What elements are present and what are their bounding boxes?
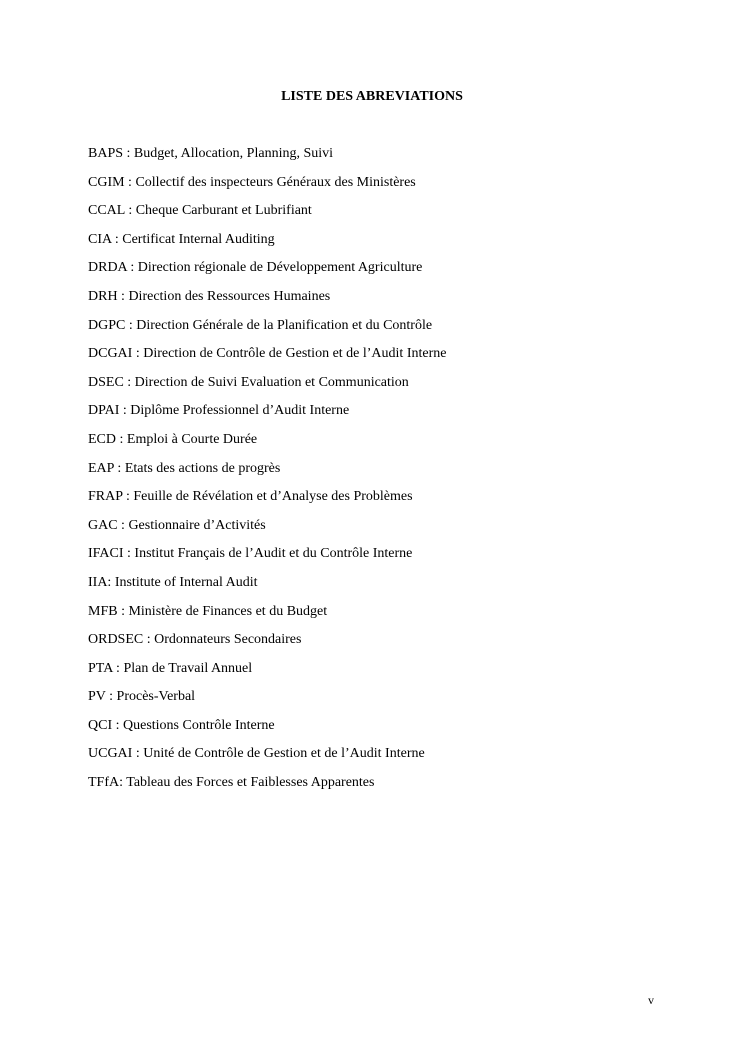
abbreviation-item: IFACI : Institut Français de l’Audit et du Contrôle Interne (88, 546, 413, 562)
abbreviation-item: CGIM : Collectif des inspecteurs Généraux des Ministères (88, 174, 416, 190)
abbreviation-item: BAPS : Budget, Allocation, Planning, Suivi (88, 146, 334, 161)
abbreviation-item: DGPC : Direction Générale de la Planification et du Contrôle (88, 317, 433, 333)
abbreviation-item: IIA: Institute of Internal Audit (88, 574, 258, 590)
abbreviation-item: CIA : Certificat Internal Auditing (88, 231, 275, 247)
abbreviation-item: QCI : Questions Contrôle Interne (88, 717, 275, 733)
abbreviation-item: UCGAI : Unité de Contrôle de Gestion et de l’Audit Interne (88, 746, 425, 762)
abbreviation-item: DRH : Direction des Ressources Humaines (88, 288, 331, 304)
abbreviation-item: ORDSEC : Ordonnateurs Secondaires (88, 632, 302, 648)
abbreviation-item: DPAI : Diplôme Professionnel d’Audit Interne (88, 403, 350, 419)
abbreviation-item: ECD : Emploi à Courte Durée (88, 431, 258, 447)
abbreviation-item: TFfA: Tableau des Forces et Faiblesses Apparentes (88, 775, 375, 791)
abbreviation-item: EAP : Etats des actions de progrès (88, 460, 281, 476)
abbreviation-item: DRDA : Direction régionale de Développement Agriculture (88, 260, 423, 276)
page-number: v (648, 993, 654, 1007)
abbreviation-item: DSEC : Direction de Suivi Evaluation et Communication (88, 374, 409, 390)
abbreviation-item: DCGAI : Direction de Contrôle de Gestion et de l’Audit Interne (88, 346, 447, 362)
abbreviation-list (88, 144, 688, 802)
abbreviation-item: GAC : Gestionnaire d’Activités (88, 517, 266, 533)
abbreviation-item: PTA : Plan de Travail Annuel (88, 660, 253, 676)
abbreviation-item: MFB : Ministère de Finances et du Budget (88, 603, 328, 619)
abbreviation-item: PV : Procès-Verbal (88, 689, 196, 705)
abbreviation-item: FRAP : Feuille de Révélation et d’Analyse des Problèmes (88, 489, 413, 505)
abbreviation-item: CCAL : Cheque Carburant et Lubrifiant (88, 203, 312, 219)
page-title: LISTE DES ABREVIATIONS (281, 89, 463, 104)
